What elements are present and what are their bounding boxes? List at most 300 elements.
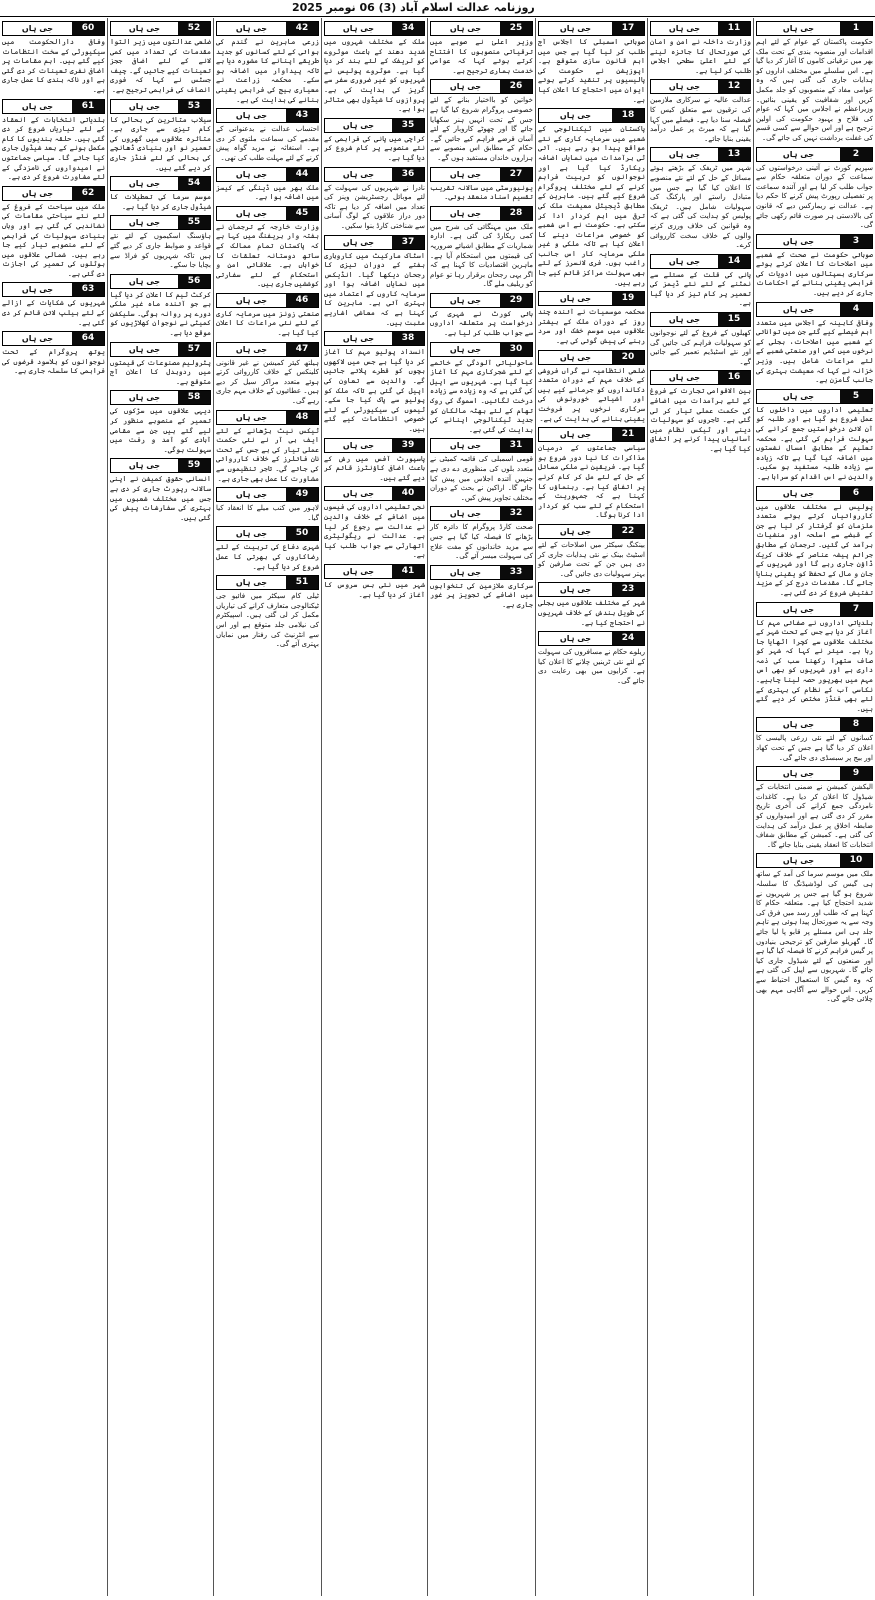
item-label: جی ہاں [431, 168, 500, 181]
item-label: جی ہاں [757, 148, 840, 161]
item-header [110, 458, 211, 473]
column [108, 18, 213, 1596]
item-number: 43 [286, 109, 318, 122]
item-label: جی ہاں [217, 22, 286, 35]
item-number: 8 [840, 718, 872, 731]
news-item [538, 427, 645, 521]
news-item [430, 293, 533, 339]
item-header [538, 291, 645, 306]
item-label: جی ہاں [111, 343, 178, 356]
news-item [110, 215, 211, 270]
item-header [216, 206, 319, 221]
item-text: ہائی کورٹ نے شہری کی درخواست پر متعلقہ اداروں سے جواب طلب کر لیا ہے۔ [430, 309, 533, 338]
item-text: موسم سرما کی تعطیلات کا شیڈول جاری کر دیا گیا ہے۔ [110, 193, 211, 211]
item-header [110, 176, 211, 191]
news-item [110, 274, 211, 339]
item-number: 6 [840, 487, 872, 500]
news-item [216, 206, 319, 290]
column-divider [535, 18, 536, 1596]
item-number: 36 [392, 168, 424, 181]
news-item [756, 21, 873, 144]
item-text: دیہی علاقوں میں سڑکوں کی تعمیر کے منصوبے منظور کر لیے گئے ہیں جن سے مقامی آبادی کو آمد و رفت میں سہولت ہوگی۔ [110, 407, 211, 454]
item-header [430, 167, 533, 182]
news-item [650, 370, 751, 454]
news-item [538, 524, 645, 579]
item-text: عدالت عالیہ نے سرکاری ملازمین کی ترقیوں سے متعلق کیس کا فیصلہ سنا دیا ہے۔ فیصلے میں کہا گیا ہے کہ میرٹ پر عمل درآمد یقینی بنایا جائے۔ [650, 96, 751, 143]
item-number: 44 [286, 168, 318, 181]
item-text: کسانوں کے لئے نئی زرعی پالیسی کا اعلان کر دیا گیا ہے جس کے تحت کھاد اور بیج پر سبسڈی دی جائے گی۔ [756, 734, 873, 762]
item-number: 33 [500, 566, 532, 579]
item-text: پاکستان میں ٹیکنالوجی کے شعبے میں سرمایہ کاری کے نئے مواقع پیدا ہو رہے ہیں۔ آئی ٹی برآمدات میں نمایاں اضافہ ریکارڈ کیا گیا ہے اور نوجوانوں کو تربیت فراہم کرنے کے لئے مختلف پروگرام شروع کیے گئے ہیں۔ ماہرین کے مطابق ڈیجیٹل معیشت ملک کی ترقی میں اہم کردار ادا کر سکتی ہے۔ حکومت نے اس شعبے کو خصوصی مراعات دینے کا اعلان کیا ہے تاکہ ملکی و غیر ملکی سرمایہ کار اس جانب راغب ہوں۔ فری لانسرز کے لئے بھی سہولت مراکز قائم کیے جا رہے ہیں۔ [538, 125, 645, 287]
item-number: 2 [840, 148, 872, 161]
item-label: جی ہاں [325, 22, 392, 35]
item-label: جی ہاں [539, 525, 612, 538]
item-label: جی ہاں [217, 576, 286, 589]
item-text: بین الاقوامی تجارت کے فروغ کے لئے برآمدات میں اضافے کی حکمت عملی تیار کر لی گئی ہے۔ تاجروں کو سہولیات دینے اور ٹیکس نظام میں آسانیاں پیدا کرنے پر اتفاق کیا گیا ہے۔ [650, 387, 751, 453]
news-item [324, 118, 425, 164]
item-header [324, 331, 425, 346]
news-item [756, 302, 873, 386]
news-item [430, 506, 533, 561]
item-number: 24 [612, 632, 644, 645]
item-header [538, 21, 645, 36]
item-header [216, 526, 319, 541]
column [214, 18, 321, 1596]
item-text: ریلوے حکام نے مسافروں کی سہولت کے لئے نئی ٹرینیں چلانے کا اعلان کیا ہے۔ کرایوں میں بھی رعایت دی جائے گی۔ [538, 648, 645, 685]
item-label: جی ہاں [217, 207, 286, 220]
news-item [756, 486, 873, 599]
item-text: ٹیکس نیٹ بڑھانے کے لئے ایف بی آر نے نئی حکمت عملی تیار کی ہے جس کے تحت نان فائلرز کے خلاف کارروائی کی جائے گی۔ تاجر تنظیموں سے مشاورت کا عمل بھی جاری ہے۔ [216, 426, 319, 483]
item-number: 59 [178, 459, 210, 472]
item-text: کراچی میں پانی کی فراہمی کے نئے منصوبے پر کام شروع کر دیا گیا ہے۔ [324, 134, 425, 162]
news-item [756, 602, 873, 715]
item-number: 15 [718, 313, 750, 326]
news-item [216, 21, 319, 105]
item-label: جی ہاں [539, 632, 612, 645]
item-number: 13 [718, 148, 750, 161]
item-text: وزارت خارجہ کے ترجمان نے ہفتہ وار بریفنگ میں کہا ہے کہ پاکستان تمام ممالک کے ساتھ دوستانہ تعلقات کا خواہاں ہے۔ علاقائی امن و استحکام کے لئے سفارتی کوششیں جاری ہیں۔ [216, 222, 319, 289]
item-header [216, 342, 319, 357]
item-text: زرعی ماہرین نے گندم کی بوائی کے لئے کسانوں کو جدید طریقے اپنانے کا مشورہ دیا ہے تاکہ پیداوار میں اضافہ ہو سکے۔ محکمہ زراعت نے معیاری بیج کی فراہمی یقینی بنانے کی ہدایت کی ہے۔ [216, 38, 319, 104]
item-number: 55 [178, 216, 210, 229]
item-text: پانی کی قلت کے مسئلے سے نمٹنے کے لئے نئے ڈیمز کی تعمیر پر کام تیز کر دیا گیا ہے۔ [650, 270, 751, 308]
item-text: یوتھ پروگرام کے تحت نوجوانوں کو بلاسود قرضوں کی فراہمی کا سلسلہ جاری ہے۔ [2, 348, 105, 376]
item-number: 53 [178, 100, 210, 113]
news-item [538, 350, 645, 425]
item-header [756, 389, 873, 404]
item-text: صنعتی زونز میں سرمایہ کاری کے لئے نئی مراعات کا اعلان کیا گیا ہے۔ [216, 309, 319, 338]
item-header [110, 274, 211, 289]
news-item [756, 234, 873, 299]
item-text: تعلیمی اداروں میں داخلوں کا عمل شروع ہو گیا ہے اور طلبہ کو آن لائن درخواستیں جمع کرانے کی سہولت فراہم کی گئی ہے۔ محکمہ تعلیم کے مطابق امسال نشستوں میں اضافہ کیا گیا ہے تاکہ زیادہ سے زیادہ طلبہ مستفید ہو سکیں۔ والدین نے اس اقدام کو سراہا ہے۔ [756, 405, 873, 481]
item-label: جی ہاں [539, 351, 612, 364]
item-text: ملک میں سیاحت کے فروغ کے لئے نئے سیاحتی مقامات کی نشاندہی کی گئی ہے اور وہاں بنیادی سہولیات کی فراہمی کے لئے منصوبے تیار کیے جا رہے ہیں۔ شمالی علاقوں میں ہوٹلوں کی تعمیر کی اجازت دی گئی ہے۔ [2, 202, 105, 278]
item-text: پولیس نے مختلف علاقوں میں کارروائیاں کرتے ہوئے متعدد ملزمان کو گرفتار کر لیا ہے جن کے قبضے سے اسلحہ اور منشیات برآمد کی گئیں۔ ترجمان کے مطابق جرائم پیشہ عناصر کے خلاف کریک ڈاؤن جاری رہے گا اور شہریوں کے جان و مال کے تحفظ کو یقینی بنایا جائے گا۔ مقدمات درج کر کے مزید تفتیش شروع کر دی گئی ہے۔ [756, 502, 873, 597]
item-label: جی ہاں [651, 22, 718, 35]
item-number: 14 [718, 255, 750, 268]
item-header [216, 21, 319, 36]
item-label: جی ہاں [431, 22, 500, 35]
item-text: کرکٹ ٹیم کا اعلان کر دیا گیا ہے جو آئندہ ماہ غیر ملکی دورے پر روانہ ہوگی۔ سلیکشن کمیٹی نے نوجوان کھلاڑیوں کو موقع دیا ہے۔ [110, 290, 211, 338]
item-number: 22 [612, 525, 644, 538]
news-item [110, 176, 211, 212]
item-header [756, 717, 873, 732]
item-label: جی ہاں [651, 80, 718, 93]
item-header [2, 99, 105, 114]
item-number: 5 [840, 390, 872, 403]
item-text: ماحولیاتی آلودگی کے خاتمے کے لئے شجرکاری مہم کا آغاز کیا گیا ہے۔ شہریوں سے اپیل کی گئی ہے کہ وہ زیادہ سے زیادہ درخت لگائیں۔ اسموگ کی روک تھام کے لئے بھٹہ مالکان کو جدید ٹیکنالوجی اپنانے کی ہدایت کی گئی ہے۔ [430, 358, 533, 434]
column-divider [321, 18, 322, 1596]
item-header [650, 312, 751, 327]
masthead [0, 0, 875, 17]
item-number: 9 [840, 767, 872, 780]
item-label: جی ہاں [757, 767, 840, 780]
item-text: بینکنگ سیکٹر میں اصلاحات کے لئے اسٹیٹ بینک نے نئی ہدایات جاری کر دی ہیں جن کے تحت صارفین کو بہتر سہولیات دی جائیں گی۔ [538, 540, 645, 578]
item-label: جی ہاں [757, 854, 840, 867]
item-label: جی ہاں [651, 371, 718, 384]
item-label: جی ہاں [757, 718, 840, 731]
item-header [216, 293, 319, 308]
item-header [324, 167, 425, 182]
item-label: جی ہاں [431, 80, 500, 93]
item-text: پٹرولیم مصنوعات کی قیمتوں میں ردوبدل کا اعلان آج متوقع ہے۔ [109, 358, 211, 386]
item-text: الیکشن کمیشن نے ضمنی انتخابات کے شیڈول کا اعلان کر دیا ہے۔ کاغذات نامزدگی جمع کرانے کی آخری تاریخ مقرر کر دی گئی ہے اور امیدواروں کو ضابطہ اخلاق پر عمل درآمد کی ہدایت کی گئی ہے۔ کمیشن کے مطابق شفاف انتخابات کا انعقاد یقینی بنایا جائے گا۔ [756, 783, 873, 849]
item-text: خواتین کو بااختیار بنانے کے لئے خصوصی پروگرام شروع کیا گیا ہے جس کے تحت انہیں ہنر سکھایا جائے گا اور چھوٹے کاروبار کے لئے آسان قرضے فراہم کیے جائیں گے۔ حکام کے مطابق اس منصوبے سے ہزاروں خاندان مستفید ہوں گے۔ [430, 96, 533, 162]
item-label: جی ہاں [3, 283, 72, 296]
news-item [430, 79, 533, 163]
item-number: 1 [840, 22, 872, 35]
item-header [324, 564, 425, 579]
item-label: جی ہاں [3, 187, 72, 200]
news-item [2, 21, 105, 96]
item-label: جی ہاں [111, 216, 178, 229]
item-label: جی ہاں [3, 100, 72, 113]
item-text: ہیلتھ کیئر کمیشن نے غیر قانونی کلینکس کے خلاف کارروائی کرتے ہوئے متعدد مراکز سیل کر دیے ہیں۔ عطائیوں کے خلاف مہم جاری رہے گی۔ [216, 358, 319, 406]
news-item [324, 438, 425, 484]
item-number: 56 [178, 275, 210, 288]
item-header [538, 582, 645, 597]
item-number: 25 [500, 22, 532, 35]
news-item [538, 291, 645, 346]
item-number: 60 [72, 22, 104, 35]
item-header [538, 108, 645, 123]
item-header [756, 486, 873, 501]
item-text: ملک میں موسم سرما کی آمد کے ساتھ ہی گیس کی لوڈشیڈنگ کا سلسلہ شروع ہو گیا ہے جس پر شہریوں نے شدید احتجاج کیا ہے۔ متعلقہ حکام کا کہنا ہے کہ طلب اور رسد میں فرق کی وجہ سے یہ صورتحال پیدا ہوئی ہے تاہم جلد ہی اس مسئلے پر قابو پا لیا جائے گا۔ گھریلو صارفین کو ترجیحی بنیادوں پر گیس فراہم کرنے کا فیصلہ کیا گیا ہے اور صنعتوں کے لئے شیڈول جاری کیا جائے گا۔ شہریوں سے اپیل کی گئی ہے کہ وہ گیس کا استعمال احتیاط سے کریں۔ اس حوالے سے آگاہی مہم بھی چلائی جائے گی۔ [756, 870, 873, 1004]
news-item [756, 147, 873, 231]
item-label: جی ہاں [111, 22, 178, 35]
item-label: جی ہاں [217, 343, 286, 356]
column [754, 18, 875, 1596]
news-item [430, 21, 533, 76]
column [428, 18, 535, 1596]
item-text: صحت کارڈ پروگرام کا دائرہ کار بڑھانے کا فیصلہ کیا گیا ہے جس سے مزید خاندانوں کو مفت علاج کی سہولت میسر آئے گی۔ [430, 523, 533, 561]
item-text: سیاسی جماعتوں کے درمیان مذاکرات کا نیا دور شروع ہو گیا ہے۔ فریقین نے ملکی مسائل کے حل کے لئے مل کر کام کرنے پر اتفاق کیا ہے۔ رہنماؤں کا کہنا ہے کہ جمہوریت کے استحکام کے لئے سب کو کردار ادا کرنا ہوگا۔ [538, 444, 645, 520]
item-label: جی ہاں [431, 507, 500, 520]
item-label: جی ہاں [757, 22, 840, 35]
item-label: جی ہاں [217, 527, 286, 540]
item-number: 52 [178, 22, 210, 35]
item-header [216, 108, 319, 123]
item-label: جی ہاں [325, 236, 392, 249]
item-text: پاسپورٹ آفس میں رش کے باعث اضافی کاؤنٹرز قائم کر دیے گئے ہیں۔ [324, 454, 425, 482]
news-item [216, 487, 319, 523]
item-header [110, 99, 211, 114]
item-text: اسٹاک مارکیٹ میں کاروباری ہفتے کے دوران تیزی کا رجحان دیکھا گیا۔ انڈیکس میں نمایاں اضافہ ہوا اور سرمایہ کاروں کے اعتماد میں بہتری آئی ہے۔ ماہرین کا کہنا ہے کہ معاشی اشاریے مثبت ہیں۔ [324, 251, 425, 327]
item-label: جی ہاں [757, 487, 840, 500]
item-text: ٹیلی کام سیکٹر میں فائیو جی ٹیکنالوجی متعارف کرانے کی تیاریاں مکمل کر لی گئی ہیں۔ اسپیکٹرم کی نیلامی جلد متوقع ہے اور اس سے انٹرنیٹ کی رفتار میں نمایاں بہتری آئے گی۔ [216, 592, 319, 649]
news-item [216, 410, 319, 485]
item-label: جی ہاں [431, 343, 500, 356]
column-divider [107, 18, 108, 1596]
item-text: شہریوں کی شکایات کے ازالے کے لئے ہیلپ لائن قائم کر دی گئی ہے۔ [2, 299, 105, 327]
news-item [2, 331, 105, 377]
news-item [2, 282, 105, 328]
item-label: جی ہاں [111, 100, 178, 113]
item-header [538, 524, 645, 539]
item-label: جی ہاں [3, 332, 72, 345]
item-label: جی ہاں [539, 583, 612, 596]
item-number: 54 [178, 177, 210, 190]
item-number: 42 [286, 22, 318, 35]
news-item [430, 206, 533, 290]
item-text: کھیلوں کے فروغ کے لئے نوجوانوں کو سہولیات فراہم کی جائیں گی اور نئے اسٹیڈیم تعمیر کیے جائیں گے۔ [650, 329, 751, 366]
item-number: 7 [840, 603, 872, 616]
item-header [756, 234, 873, 249]
item-label: جی ہاں [217, 109, 286, 122]
news-item [650, 312, 751, 367]
item-number: 18 [612, 109, 644, 122]
item-text: ہاؤسنگ اسکیموں کے لئے نئے قواعد و ضوابط جاری کر دیے گئے ہیں تاکہ شہریوں کو فراڈ سے بچایا جا سکے۔ [110, 232, 211, 270]
news-item [324, 331, 425, 434]
item-text: ملک میں مہنگائی کی شرح میں کمی ریکارڈ کی گئی ہے۔ ادارہ شماریات کے مطابق اشیائے ضروریہ کی قیمتوں میں استحکام آیا ہے۔ ماہرین اقتصادیات کا کہنا ہے کہ اگر یہی رجحان برقرار رہا تو عوام کو ریلیف ملے گا۔ [430, 222, 533, 289]
item-label: جی ہاں [325, 565, 392, 578]
item-label: جی ہاں [111, 459, 178, 472]
news-item [216, 342, 319, 407]
news-item [110, 99, 211, 174]
item-label: جی ہاں [539, 292, 612, 305]
item-text: سپریم کورٹ نے آئینی درخواستوں کی سماعت کے دوران متعلقہ حکام سے جواب طلب کر لیا ہے اور آئندہ سماعت پر تفصیلی رپورٹ پیش کرنے کا حکم دیا ہے۔ عدالت نے ریمارکس دیے کہ قانون کی بالادستی ہر صورت قائم رکھی جائے گی۔ [756, 163, 873, 230]
news-item [430, 167, 533, 203]
news-item [110, 390, 211, 455]
item-header [430, 342, 533, 357]
item-header [2, 21, 105, 36]
item-number: 38 [392, 332, 424, 345]
item-number: 16 [718, 371, 750, 384]
news-item [756, 766, 873, 850]
item-label: جی ہاں [651, 148, 718, 161]
news-item [216, 108, 319, 163]
news-item [538, 631, 645, 686]
news-item [110, 458, 211, 523]
news-item [216, 293, 319, 339]
news-item [756, 853, 873, 1004]
news-item [538, 21, 645, 105]
item-label: جی ہاں [539, 22, 612, 35]
news-item [430, 565, 533, 611]
item-text: ضلعی انتظامیہ نے گراں فروشی کے خلاف مہم کے دوران متعدد دکانداروں کو جرمانے کیے ہیں اور اشیائے خورونوش کی سرکاری نرخوں پر فروخت یقینی بنانے کی ہدایت کی ہے۔ [538, 366, 645, 423]
item-text: نجی تعلیمی اداروں کی فیسوں میں اضافے کے خلاف والدین نے عدالت سے رجوع کر لیا ہے۔ عدالت نے ریگولیٹری اتھارٹی سے جواب طلب کیا ہے۔ [324, 503, 425, 560]
item-label: جی ہاں [539, 109, 612, 122]
item-number: 27 [500, 168, 532, 181]
item-number: 61 [72, 100, 104, 113]
item-label: جی ہاں [111, 391, 178, 404]
item-text: قومی اسمبلی کی قائمہ کمیٹی نے متعدد بلوں کی منظوری دے دی ہے جنہیں آئندہ اجلاس میں پیش کیا جائے گا۔ اراکین نے بحث کے دوران مختلف تجاویز پیش کیں۔ [430, 455, 533, 502]
item-text: انسداد پولیو مہم کا آغاز کر دیا گیا ہے جس میں لاکھوں بچوں کو قطرے پلائے جائیں گے۔ والدین سے تعاون کی اپیل کی گئی ہے تاکہ ملک کو پولیو سے پاک کیا جا سکے۔ ٹیموں کی سیکیورٹی کے لئے خصوصی انتظامات کیے گئے ہیں۔ [324, 348, 425, 433]
item-number: 30 [500, 343, 532, 356]
item-header [110, 390, 211, 405]
item-header [538, 631, 645, 646]
item-text: وفاقی دارالحکومت میں سیکیورٹی کے سخت انتظامات کیے گئے ہیں۔ اہم مقامات پر اضافی نفری تعینات کر دی گئی ہے اور ناکہ بندی کا عمل جاری ہے۔ [2, 38, 105, 94]
item-header [756, 302, 873, 317]
item-label: جی ہاں [217, 488, 286, 501]
item-label: جی ہاں [111, 275, 178, 288]
item-number: 26 [500, 80, 532, 93]
item-text: ملک بھر میں ڈینگی کے کیسز میں اضافہ ہوا ہے۔ [216, 183, 319, 202]
item-header [110, 342, 211, 357]
item-text: بلدیاتی اداروں نے صفائی مہم کا آغاز کر دیا ہے جس کے تحت شہر کے مختلف علاقوں سے کچرا اٹھایا جا رہا ہے۔ میئر نے کہا کہ شہر کو صاف ستھرا رکھنا سب کی ذمہ داری ہے اور شہریوں کو بھی اس مہم میں بھرپور حصہ لینا چاہیے۔ نکاسی آب کے نظام کی بہتری کے لئے بھی فنڈز مختص کر دیے گئے ہیں۔ [756, 618, 873, 713]
item-label: جی ہاں [325, 332, 392, 345]
item-number: 39 [392, 439, 424, 452]
news-item [2, 186, 105, 280]
item-label: جی ہاں [431, 207, 500, 220]
column [0, 18, 107, 1596]
item-header [756, 853, 873, 868]
item-header [650, 147, 751, 162]
column-divider [427, 18, 428, 1596]
item-number: 17 [612, 22, 644, 35]
item-label: جی ہاں [651, 313, 718, 326]
item-label: جی ہاں [757, 235, 840, 248]
item-label: جی ہاں [431, 566, 500, 579]
item-number: 51 [286, 576, 318, 589]
item-number: 37 [392, 236, 424, 249]
item-header [756, 766, 873, 781]
item-text: نادرا نے شہریوں کی سہولت کے لئے موبائل رجسٹریشن وینز کی تعداد میں اضافہ کر دیا ہے تاکہ دور دراز علاقوں کے لوگ آسانی سے شناختی کارڈ بنوا سکیں۔ [324, 183, 425, 230]
masthead-date: روزنامہ عدالت اسلام آباد (3) 06 نومبر 2025 [292, 1, 535, 14]
item-header [324, 486, 425, 501]
item-header [324, 235, 425, 250]
item-number: 32 [500, 507, 532, 520]
news-item [430, 342, 533, 436]
item-text: ضلعی عدالتوں میں زیر التوا مقدمات کی تعداد میں کمی لانے کے لئے اضافی ججز تعینات کیے جائیں گے۔ چیف جسٹس نے کہا کہ فوری انصاف کی فراہمی ترجیح ہے۔ [110, 38, 211, 94]
item-label: جی ہاں [757, 603, 840, 616]
news-item [650, 254, 751, 309]
item-label: جی ہاں [3, 22, 72, 35]
item-header [2, 282, 105, 297]
item-number: 47 [286, 343, 318, 356]
item-header [110, 21, 211, 36]
news-item [324, 564, 425, 600]
item-number: 31 [500, 439, 532, 452]
item-text: بلدیاتی انتخابات کے انعقاد کے لئے تیاریاں شروع کر دی گئی ہیں۔ حلقہ بندیوں کا کام مکمل ہونے کے بعد شیڈول جاری کیا جائے گا۔ سیاسی جماعتوں نے امیدواروں کی نامزدگی کے لئے مشاورت شروع کر دی ہے۔ [2, 115, 105, 182]
item-number: 48 [286, 411, 318, 424]
item-label: جی ہاں [325, 439, 392, 452]
item-header [756, 21, 873, 36]
item-number: 64 [72, 332, 104, 345]
item-label: جی ہاں [325, 487, 392, 500]
news-item [2, 99, 105, 183]
item-label: جی ہاں [217, 294, 286, 307]
item-number: 23 [612, 583, 644, 596]
item-number: 3 [840, 235, 872, 248]
news-item [216, 167, 319, 203]
item-text: وزیر اعلیٰ نے صوبے میں ترقیاتی منصوبوں کا افتتاح کرتے ہوئے کہا کہ عوامی خدمت ہماری ترجیح ہے۔ [430, 38, 533, 75]
news-item [110, 21, 211, 96]
item-text: صوبائی اسمبلی کا اجلاس آج طلب کر لیا گیا ہے جس میں اہم قانون سازی متوقع ہے۔ اپوزیشن نے حکومت کی پالیسیوں پر تنقید کرتے ہوئے ایوان میں احتجاج کا اعلان کیا ہے۔ [538, 38, 645, 104]
item-header [650, 254, 751, 269]
item-number: 41 [392, 565, 424, 578]
item-text: لاہور میں کتب میلے کا انعقاد کیا گیا۔ [216, 504, 319, 522]
news-item [538, 108, 645, 288]
item-label: جی ہاں [111, 177, 178, 190]
item-header [110, 215, 211, 230]
item-label: جی ہاں [431, 439, 500, 452]
news-item [650, 147, 751, 250]
item-number: 10 [840, 854, 872, 867]
item-text: صوبائی حکومت نے صحت کے شعبے میں اصلاحات کا اعلان کرتے ہوئے سرکاری ہسپتالوں میں ادویات کی فراہمی یقینی بنانے کے احکامات جاری کر دیے ہیں۔ [756, 250, 873, 298]
item-number: 12 [718, 80, 750, 93]
item-number: 4 [840, 303, 872, 316]
item-label: جی ہاں [325, 168, 392, 181]
item-label: جی ہاں [217, 411, 286, 424]
item-text: سیلاب متاثرین کی بحالی کا کام تیزی سے جاری ہے۔ متاثرہ علاقوں میں گھروں کی تعمیر نو اور بنیادی ڈھانچے کی بحالی کے لئے فنڈز جاری کر دیے گئے ہیں۔ [110, 115, 211, 172]
news-item [538, 582, 645, 628]
item-number: 62 [72, 187, 104, 200]
column [322, 18, 427, 1596]
item-header [216, 487, 319, 502]
item-label: جی ہاں [757, 390, 840, 403]
item-header [216, 167, 319, 182]
item-text: شہر میں نئی بس سروس کا آغاز کر دیا گیا ہے۔ [324, 580, 425, 599]
item-number: 58 [178, 391, 210, 404]
news-item [650, 21, 751, 76]
item-number: 20 [612, 351, 644, 364]
item-label: جی ہاں [539, 428, 612, 441]
item-header [430, 21, 533, 36]
item-header [430, 79, 533, 94]
item-header [430, 565, 533, 580]
news-item [430, 438, 533, 503]
item-header [216, 410, 319, 425]
item-text: سرکاری ملازمین کی تنخواہوں میں اضافے کی تجویز پر غور جاری ہے۔ [430, 581, 533, 609]
news-item [756, 717, 873, 763]
item-number: 19 [612, 292, 644, 305]
item-header [650, 21, 751, 36]
item-header [538, 427, 645, 442]
item-text: شہری دفاع کی تربیت کے لئے رضاکاروں کی بھرتی کا عمل شروع کر دیا گیا ہے۔ [216, 543, 319, 571]
news-item [324, 21, 425, 115]
item-text: محکمہ موسمیات نے آئندہ چند روز کے دوران ملک کے بیشتر علاقوں میں موسم خشک اور سرد رہنے کی پیش گوئی کی ہے۔ [538, 308, 645, 346]
item-text: وزارت داخلہ نے امن و امان کی صورتحال کا جائزہ لینے کے لئے اعلیٰ سطحی اجلاس طلب کر لیا ہے۔ [650, 38, 751, 75]
item-header [430, 438, 533, 453]
item-number: 57 [178, 343, 210, 356]
news-item [216, 526, 319, 572]
item-header [216, 575, 319, 590]
news-item [650, 79, 751, 144]
column-divider [647, 18, 648, 1596]
column [648, 18, 753, 1596]
item-header [324, 438, 425, 453]
news-item [324, 486, 425, 561]
item-number: 34 [392, 22, 424, 35]
item-text: شہر میں ٹریفک کے بڑھتے ہوئے مسائل کے حل کے لئے نئے منصوبے کا اعلان کیا گیا ہے جس میں متبادل راستے اور پارکنگ کی سہولیات شامل ہیں۔ ٹریفک پولیس کو ہدایت کی گئی ہے کہ وہ قوانین کی خلاف ورزی کرنے والوں کے خلاف سخت کارروائی کرے۔ [650, 164, 751, 250]
item-header [430, 293, 533, 308]
item-number: 40 [392, 487, 424, 500]
item-header [324, 118, 425, 133]
column-divider [213, 18, 214, 1596]
item-header [756, 147, 873, 162]
item-text: شہر کے مختلف علاقوں میں بجلی کی طویل بندش کے خلاف شہریوں نے احتجاج کیا ہے۔ [538, 599, 645, 627]
